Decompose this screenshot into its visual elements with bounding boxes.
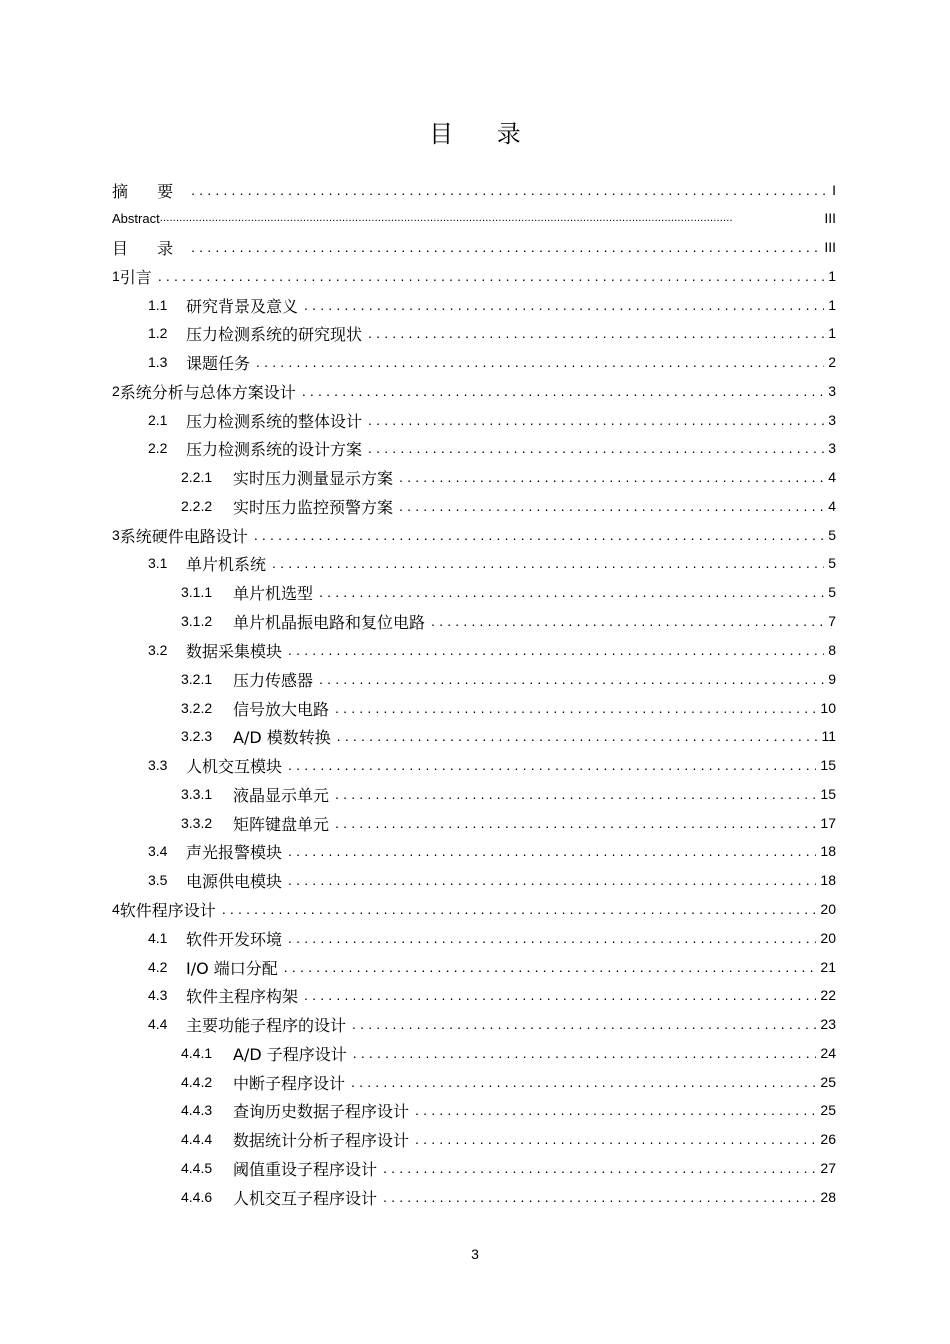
toc-dot-leader: [335, 809, 816, 837]
toc-entry-page: 21: [820, 959, 836, 975]
toc-entry-number: 2.2.2: [181, 498, 213, 514]
toc-entry-label: 压力检测系统的研究现状: [186, 324, 363, 344]
toc-dot-leader: [158, 262, 824, 290]
toc-entry-number: 1.1: [148, 297, 168, 313]
toc-entry[interactable]: [181, 1154, 836, 1182]
toc-entry-number: 3: [112, 527, 120, 543]
toc-entry-label: 液晶显示单元: [233, 785, 330, 805]
toc-entry-label: 压力检测系统的整体设计: [186, 411, 363, 431]
toc-entry-page: III: [824, 239, 836, 255]
toc-entry-number: 4.4.2: [181, 1074, 213, 1090]
toc-dot-leader: [335, 780, 816, 808]
toc-entry-page: 2: [828, 354, 836, 370]
toc-entry-page: 25: [820, 1102, 836, 1118]
toc-entry-number: 3.1.1: [181, 584, 213, 600]
toc-entry-label: 单片机晶振电路和复位电路: [233, 612, 426, 632]
toc-entry[interactable]: [112, 204, 836, 232]
toc-entry-page: 17: [820, 815, 836, 831]
toc-entry[interactable]: [148, 924, 836, 952]
toc-entry[interactable]: [148, 636, 836, 664]
toc-entry-page: 23: [820, 1016, 836, 1032]
toc-entry-label: 主要功能子程序的设计: [186, 1015, 347, 1035]
toc-entry-label: 矩阵键盘单元: [233, 814, 330, 834]
toc-entry-page: 25: [820, 1074, 836, 1090]
toc-entry-number: 4.4.6: [181, 1189, 213, 1205]
toc-dot-leader: [256, 348, 824, 376]
toc-entry-number: 3.1: [148, 555, 168, 571]
toc-entry-number: 2.2.1: [181, 469, 213, 485]
toc-dot-leader: [160, 204, 821, 232]
toc-entry-label: 电源供电模块: [186, 871, 283, 891]
toc-entry[interactable]: [112, 176, 836, 204]
toc-entry-page: 20: [820, 901, 836, 917]
toc-entry[interactable]: [181, 780, 836, 808]
toc-entry[interactable]: [181, 665, 836, 693]
toc-dot-leader: [383, 1183, 816, 1211]
toc-dot-leader: [288, 866, 816, 894]
toc-entry-page: 22: [820, 987, 836, 1003]
toc-entry-page: 5: [828, 527, 836, 543]
toc-entry[interactable]: [148, 1010, 836, 1038]
toc-entry[interactable]: [112, 377, 836, 405]
toc-entry[interactable]: [181, 1125, 836, 1153]
toc-entry-label: 实时压力监控预警方案: [233, 497, 394, 517]
toc-entry-number: 3.2.3: [181, 728, 213, 744]
toc-entry-page: 4: [828, 498, 836, 514]
toc-entry-page: 10: [820, 700, 836, 716]
toc-entry-label: 人机交互子程序设计: [233, 1188, 378, 1208]
toc-entry[interactable]: [112, 895, 836, 923]
toc-dot-leader: [288, 837, 816, 865]
toc-dot-leader: [191, 233, 820, 261]
toc-dot-leader: [415, 1125, 816, 1153]
toc-entry-page: 1: [828, 268, 836, 284]
toc-entry-page: 5: [828, 584, 836, 600]
toc-entry-label: 查询历史数据子程序设计: [233, 1101, 410, 1121]
toc-entry-label: 摘 要: [112, 181, 186, 201]
toc-entry-number: 1.2: [148, 325, 168, 341]
toc-entry-label: 系统分析与总体方案设计: [119, 382, 296, 402]
toc-entry[interactable]: [181, 694, 836, 722]
toc-entry-label: A/D 子程序设计: [233, 1044, 347, 1064]
toc-entry-page: 18: [820, 843, 836, 859]
toc-entry-label: 单片机选型: [233, 583, 314, 603]
toc-entry-page: 11: [821, 728, 836, 744]
toc-entry-number: 3.3.1: [181, 786, 213, 802]
page-title: 目 录: [429, 120, 539, 148]
toc-dot-leader: [304, 291, 824, 319]
toc-dot-leader: [304, 981, 816, 1009]
toc-entry-page: 1: [828, 297, 836, 313]
toc-entry-number: 4.4.4: [181, 1131, 213, 1147]
toc-entry[interactable]: [148, 981, 836, 1009]
toc-entry-label: 声光报警模块: [186, 842, 283, 862]
page-number: 3: [471, 1246, 479, 1262]
toc-entry-page: 1: [828, 325, 836, 341]
toc-dot-leader: [319, 665, 824, 693]
toc-entry-page: 3: [828, 412, 836, 428]
toc-dot-leader: [191, 176, 828, 204]
toc-entry-number: 3.2.1: [181, 671, 213, 687]
toc-entry-number: 2.1: [148, 412, 168, 428]
toc-dot-leader: [351, 1068, 816, 1096]
toc-entry-number: 1.3: [148, 354, 168, 370]
toc-entry[interactable]: [181, 1068, 836, 1096]
toc-entry[interactable]: [181, 1183, 836, 1211]
toc-entry-page: III: [824, 210, 836, 226]
toc-entry[interactable]: [148, 319, 836, 347]
toc-dot-leader: [272, 549, 824, 577]
toc-entry[interactable]: [148, 953, 836, 981]
toc-entry-label: 课题任务: [186, 353, 251, 373]
toc-entry-number: 4.3: [148, 987, 168, 1003]
toc-entry-number: 3.3: [148, 757, 168, 773]
toc-entry-label: 压力传感器: [233, 670, 314, 690]
toc-entry[interactable]: [181, 722, 836, 750]
toc-dot-leader: [368, 406, 824, 434]
toc-entry[interactable]: [181, 607, 836, 635]
toc-entry-number: 3.2.2: [181, 700, 213, 716]
toc-entry-number: 4: [112, 901, 120, 917]
toc-entry[interactable]: [181, 463, 836, 491]
toc-entry-label: 数据采集模块: [186, 641, 283, 661]
toc-entry-page: 5: [828, 555, 836, 571]
toc-entry-page: 7: [828, 613, 836, 629]
toc-entry-number: 3.5: [148, 872, 168, 888]
toc-dot-leader: [399, 492, 824, 520]
toc-entry-label: 信号放大电路: [233, 699, 330, 719]
toc-entry[interactable]: [148, 549, 836, 577]
toc-entry-label: 中断子程序设计: [233, 1073, 346, 1093]
toc-entry-label: 软件程序设计: [119, 900, 216, 920]
toc-entry-label: 单片机系统: [186, 554, 267, 574]
toc-entry-page: 9: [828, 671, 836, 687]
toc-dot-leader: [352, 1010, 816, 1038]
toc-entry-label: Abstract: [112, 210, 160, 226]
toc-dot-leader: [415, 1096, 816, 1124]
toc-entry-page: 3: [828, 440, 836, 456]
toc-dot-leader: [288, 636, 824, 664]
toc-entry-number: 4.1: [148, 930, 168, 946]
toc-entry-page: 18: [820, 872, 836, 888]
toc-dot-leader: [335, 694, 816, 722]
toc-dot-leader: [254, 521, 824, 549]
toc-dot-leader: [353, 1039, 817, 1067]
toc-entry[interactable]: [181, 492, 836, 520]
toc-entry[interactable]: [112, 233, 836, 261]
toc-dot-leader: [319, 578, 824, 606]
toc-entry-number: 1: [112, 268, 120, 284]
toc-entry-page: 15: [820, 786, 836, 802]
toc-entry[interactable]: [181, 809, 836, 837]
toc-entry-label: 阈值重设子程序设计: [233, 1159, 378, 1179]
toc-dot-leader: [288, 924, 816, 952]
toc-dot-leader: [288, 751, 816, 779]
toc-dot-leader: [431, 607, 824, 635]
toc-entry-number: 4.4: [148, 1016, 168, 1032]
toc-entry-label: 系统硬件电路设计: [119, 526, 248, 546]
toc-entry-label: 人机交互模块: [186, 756, 283, 776]
toc-entry-number: 4.4.5: [181, 1160, 213, 1176]
toc-entry[interactable]: [112, 262, 836, 290]
toc-entry-label: 实时压力测量显示方案: [233, 468, 394, 488]
toc-entry-number: 3.2: [148, 642, 168, 658]
toc-dot-leader: [399, 463, 824, 491]
toc-entry-number: 3.3.2: [181, 815, 213, 831]
toc-entry-label: 目 录: [112, 238, 186, 258]
toc-entry-number: 2.2: [148, 440, 168, 456]
toc-entry-number: 4.2: [148, 959, 168, 975]
toc-entry-label: 软件主程序构架: [186, 986, 299, 1006]
toc-entry-number: 3.1.2: [181, 613, 213, 629]
toc-entry-page: 27: [820, 1160, 836, 1176]
toc-entry-label: I/O 端口分配: [186, 958, 278, 978]
toc-entry[interactable]: [148, 751, 836, 779]
toc-dot-leader: [222, 895, 817, 923]
toc-entry-number: 4.4.1: [181, 1045, 213, 1061]
toc-entry-page: 3: [828, 383, 836, 399]
toc-entry[interactable]: [148, 434, 836, 462]
toc-entry-label: 压力检测系统的设计方案: [186, 439, 363, 459]
toc-entry[interactable]: [148, 291, 836, 319]
toc-entry[interactable]: [181, 1096, 836, 1124]
toc-entry[interactable]: [112, 521, 836, 549]
toc-entry-page: I: [832, 182, 836, 198]
toc-entry-page: 24: [820, 1045, 836, 1061]
toc-entry-label: 数据统计分析子程序设计: [233, 1130, 410, 1150]
toc-dot-leader: [302, 377, 824, 405]
toc-dot-leader: [337, 722, 818, 750]
toc-entry-label: 研究背景及意义: [186, 296, 299, 316]
toc-entry-page: 20: [820, 930, 836, 946]
toc-entry-page: 28: [820, 1189, 836, 1205]
toc-entry-label: 引言: [119, 267, 152, 287]
toc-entry-number: 3.4: [148, 843, 168, 859]
toc-entry-page: 26: [820, 1131, 836, 1147]
toc-entry-page: 4: [828, 469, 836, 485]
toc-entry[interactable]: [148, 837, 836, 865]
toc-entry[interactable]: [148, 406, 836, 434]
toc-entry[interactable]: [181, 1039, 836, 1067]
toc-dot-leader: [383, 1154, 816, 1182]
toc-dot-leader: [284, 953, 817, 981]
toc-entry[interactable]: [148, 866, 836, 894]
toc-dot-leader: [368, 434, 824, 462]
toc-entry[interactable]: [181, 578, 836, 606]
toc-entry-number: 2: [112, 383, 120, 399]
toc-entry-number: 4.4.3: [181, 1102, 213, 1118]
toc-entry[interactable]: [148, 348, 836, 376]
toc-entry-label: A/D 模数转换: [233, 727, 331, 747]
toc-entry-page: 15: [820, 757, 836, 773]
toc-entry-label: 软件开发环境: [186, 929, 283, 949]
toc-dot-leader: [368, 319, 824, 347]
toc-entry-page: 8: [828, 642, 836, 658]
